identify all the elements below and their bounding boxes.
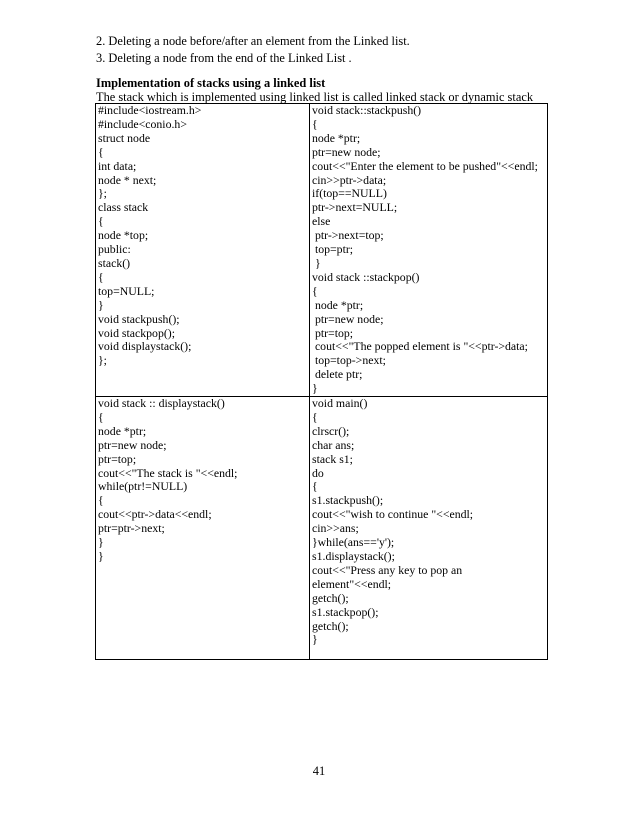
code-line: cout<<"wish to continue "<<endl; <box>312 507 474 522</box>
code-line: { <box>98 214 104 229</box>
code-line: cout<<"Press any key to pop an <box>312 562 463 577</box>
intro-line-1: 2. Deleting a node before/after an element from the Linked list. <box>96 34 410 48</box>
code-line: { <box>98 269 104 284</box>
code-line: } <box>312 255 321 270</box>
code-line: top=top->next; <box>312 353 386 368</box>
code-line: node *ptr; <box>98 423 147 438</box>
code-line: void stack ::stackpop() <box>312 269 420 284</box>
code-line: cout<<"Enter the element to be pushed"<<endl; <box>312 158 538 173</box>
code-line: ptr->next=NULL; <box>312 200 398 215</box>
code-line: ptr=top; <box>98 451 137 466</box>
code-line: else <box>312 214 331 229</box>
code-line: getch(); <box>312 618 349 633</box>
code-line: ptr=top; <box>312 325 354 340</box>
code-line: void stack :: displaystack() <box>98 396 225 411</box>
code-line: void stack::stackpush() <box>312 103 422 117</box>
code-cell-class-definition <box>96 104 310 397</box>
section-description: The stack which is implemented using linked list is called linked stack or dynamic stack <box>96 90 534 104</box>
code-line: top=ptr; <box>312 242 354 257</box>
code-line: top=NULL; <box>98 283 155 298</box>
code-line: node *top; <box>98 228 149 243</box>
code-line: }; <box>98 353 107 368</box>
code-line: class stack <box>98 200 149 215</box>
code-line: } <box>312 381 318 396</box>
code-line: { <box>98 409 104 424</box>
code-line: public: <box>98 242 131 257</box>
code-line: { <box>312 283 318 298</box>
code-line: void main() <box>312 396 368 411</box>
code-line: ptr=new node; <box>312 311 384 326</box>
code-line: do <box>312 465 324 480</box>
code-line: if(top==NULL) <box>312 186 387 201</box>
code-line: void stackpush(); <box>98 311 180 326</box>
code-line: #include<conio.h> <box>98 116 187 131</box>
code-line: char ans; <box>312 437 355 452</box>
code-line: struct node <box>98 130 151 145</box>
code-line: void displaystack(); <box>98 339 192 354</box>
code-line: { <box>98 493 104 508</box>
code-line: cin>>ptr->data; <box>312 172 387 187</box>
code-line: #include<iostream.h> <box>98 103 202 117</box>
code-cell-push-pop <box>310 104 548 397</box>
code-line: s1.stackpop(); <box>312 604 379 619</box>
code-cell-main <box>310 397 548 660</box>
code-line: { <box>312 479 318 494</box>
code-line: void stackpop(); <box>98 325 175 340</box>
section-heading: Implementation of stacks using a linked list <box>96 76 326 90</box>
code-line: cout<<ptr->data<<endl; <box>98 507 212 522</box>
code-line: } <box>98 535 104 550</box>
code-table-row <box>96 104 548 397</box>
code-line: cout<<"The stack is "<<endl; <box>98 465 238 480</box>
intro-line-2: 3. Deleting a node from the end of the Linked List . <box>96 51 352 65</box>
code-line: } <box>312 632 318 647</box>
page-number: 41 <box>312 764 326 778</box>
code-line: { <box>312 116 318 131</box>
code-line: node * next; <box>98 172 157 187</box>
code-line: ptr=new node; <box>312 144 381 159</box>
code-line: }; <box>98 186 107 201</box>
code-line: node *ptr; <box>312 130 361 145</box>
code-table <box>95 103 548 660</box>
code-line: { <box>312 409 318 424</box>
code-line: stack() <box>98 255 131 270</box>
code-line: { <box>98 144 104 159</box>
code-line: }while(ans=='y'); <box>312 535 395 550</box>
code-line: } <box>98 297 104 312</box>
code-line: ptr->next=top; <box>312 228 384 243</box>
code-table-row <box>96 397 548 660</box>
code-line: node *ptr; <box>312 297 364 312</box>
code-line: ptr=new node; <box>98 437 167 452</box>
code-line: int data; <box>98 158 137 173</box>
code-line: delete ptr; <box>312 367 363 382</box>
code-line: cin>>ans; <box>312 521 359 536</box>
code-line: clrscr(); <box>312 423 350 438</box>
code-line: s1.displaystack(); <box>312 549 395 563</box>
code-line: while(ptr!=NULL) <box>98 479 188 494</box>
code-line: s1.stackpush(); <box>312 493 384 508</box>
code-line: } <box>98 549 104 563</box>
code-line: ptr=ptr->next; <box>98 521 165 536</box>
code-line: cout<<"The popped element is "<<ptr->data; <box>312 339 528 354</box>
code-cell-display <box>96 397 310 660</box>
code-line: getch(); <box>312 590 349 605</box>
code-line: stack s1; <box>312 451 353 466</box>
code-line: element"<<endl; <box>312 576 392 591</box>
